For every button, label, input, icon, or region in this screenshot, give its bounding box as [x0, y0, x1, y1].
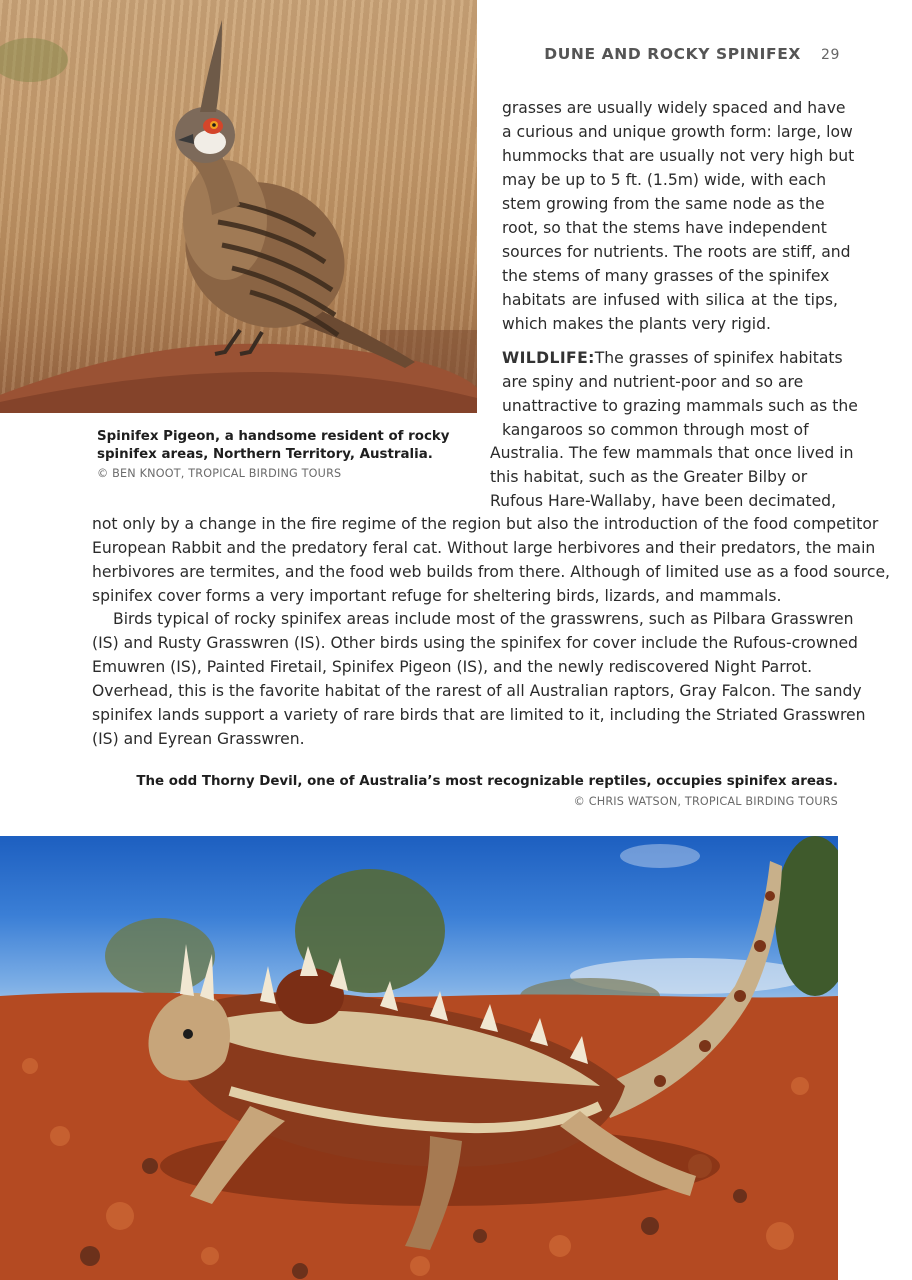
text-line: grasses are usually widely spaced and have: [502, 99, 846, 117]
wildlife-heading: WILDLIFE:: [502, 349, 595, 367]
pigeon-illustration: [0, 0, 477, 413]
text-line: Rufous Hare-Wallaby, have been decimated,: [490, 492, 837, 510]
text-line: Birds typical of rocky spinifex areas include most of the grasswrens, such as Pilbara Grasswren: [113, 610, 854, 628]
text-line: root, so that the stems have independent: [502, 219, 827, 237]
text-line: kangaroos so common through most of: [502, 421, 809, 439]
text-line: spinifex lands support a variety of rare birds that are limited to it, including the Striated Grasswren: [92, 706, 866, 724]
text-line: unattractive to grazing mammals such as the: [502, 397, 858, 415]
thorny-devil-photo-credit: © CHRIS WATSON, TROPICAL BIRDING TOURS: [573, 795, 838, 808]
text-line: may be up to 5 ft. (1.5m) wide, with each: [502, 171, 827, 189]
text-line: spinifex cover forms a very important refuge for sheltering birds, lizards, and mammals.: [92, 587, 782, 605]
text-line: Overhead, this is the favorite habitat of the rarest of all Australian raptors, Gray Falcon. The sandy: [92, 682, 862, 700]
text-line: [502, 346, 843, 370]
text-line: Australia. The few mammals that once lived in: [490, 444, 854, 462]
text-line: are spiny and nutrient-poor and so are: [502, 373, 804, 391]
spinifex-pigeon-photo: [0, 0, 477, 413]
text-line: the stems of many grasses of the spinifex: [502, 267, 830, 285]
thorny-devil-caption: The odd Thorny Devil, one of Australia’s most recognizable reptiles, occupies spinifex areas.: [136, 774, 838, 789]
pigeon-caption-line-2: spinifex areas, Northern Territory, Australia.: [97, 447, 433, 462]
text-line: sources for nutrients. The roots are stiff, and: [502, 243, 851, 261]
wildlife-first-line: The grasses of spinifex habitats: [594, 349, 843, 367]
thorny-devil-photo: [0, 836, 838, 1280]
text-line: (IS) and Rusty Grasswren (IS). Other birds using the spinifex for cover include the Rufous-crowned: [92, 634, 858, 652]
text-line: herbivores are termites, and the food web builds from there. Although of limited use as a food source,: [92, 563, 890, 581]
page-number: 29: [820, 47, 840, 63]
text-line: stem growing from the same node as the: [502, 195, 825, 213]
text-line: which makes the plants very rigid.: [502, 315, 771, 333]
text-line: a curious and unique growth form: large, low: [502, 123, 853, 141]
text-line: (IS) and Eyrean Grasswren.: [92, 730, 305, 748]
text-line: European Rabbit and the predatory feral cat. Without large herbivores and their predators, the main: [92, 539, 876, 557]
text-line: Emuwren (IS), Painted Firetail, Spinifex Pigeon (IS), and the newly rediscovered Night Parrot.: [92, 658, 813, 676]
pigeon-photo-credit: © BEN KNOOT, TROPICAL BIRDING TOURS: [97, 467, 342, 480]
pigeon-caption-line-1: Spinifex Pigeon, a handsome resident of rocky: [97, 429, 450, 444]
section-title: DUNE AND ROCKY SPINIFEX: [544, 45, 801, 63]
text-line: not only by a change in the fire regime of the region but also the introduction of the food competitor: [92, 515, 879, 533]
running-header: [544, 45, 840, 67]
thorny-devil-illustration: [0, 836, 838, 1280]
text-line: hummocks that are usually not very high but: [502, 147, 855, 165]
text-line: habitats are infused with silica at the tips,: [502, 291, 838, 309]
text-line: this habitat, such as the Greater Bilby or: [490, 468, 808, 486]
